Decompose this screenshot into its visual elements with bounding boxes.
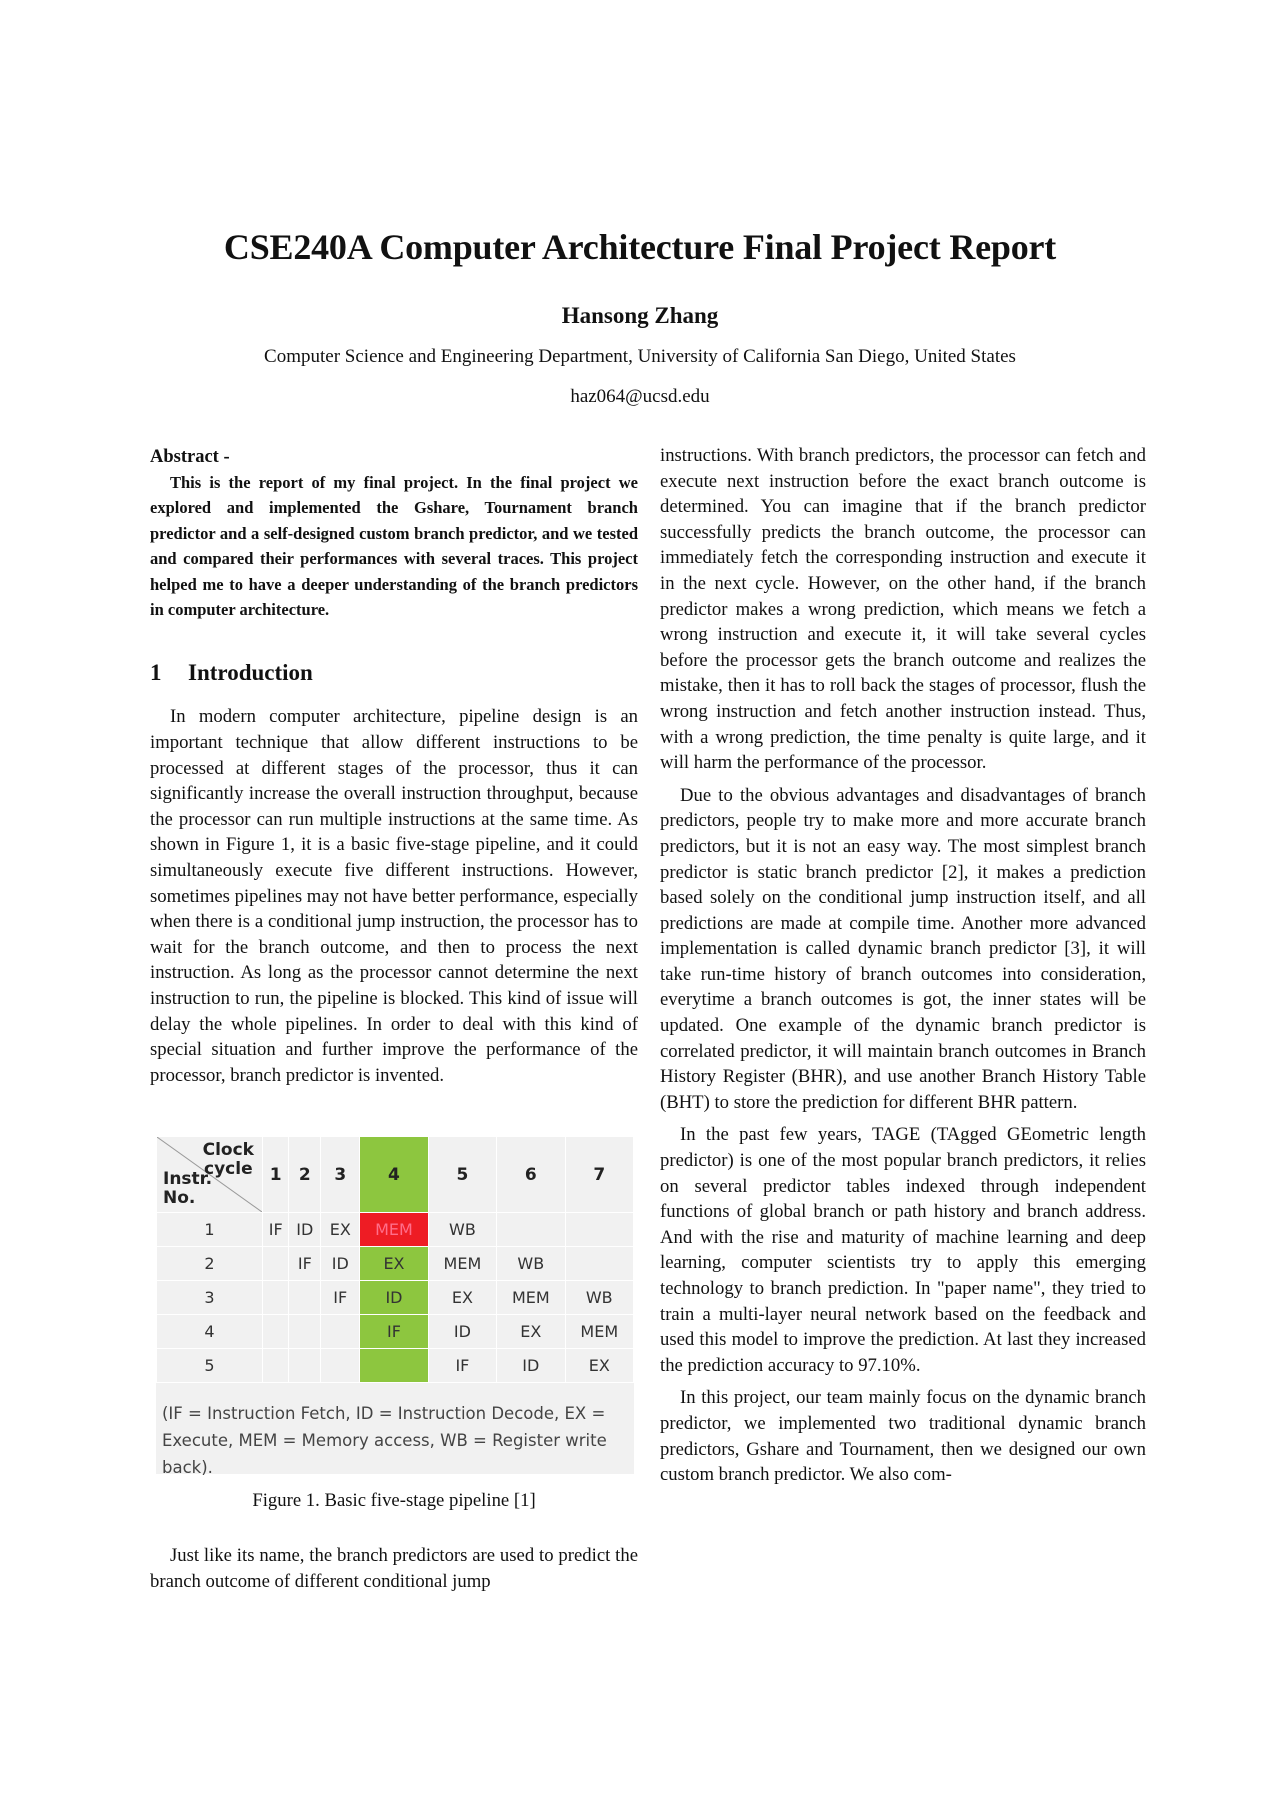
intro-paragraph-1: In modern computer architecture, pipeline design is an important technique that allow different instructions to be processed at different stages of the processor, thus it can significantly increase the overall instruction throughput, because the processor can run multiple instructions at the same time. As shown in Figure 1, it is a basic five-stage pipeline, and it could simultaneously execute five different instructions. However, sometimes pipelines may not have better performance, especially when there is a conditional jump instruction, the processor has to wait for the branch outcome, and then to process the next instruction. As long as the processor cannot determine the next instruction to run, the pipeline is blocked. This kind of issue will delay the whole pipelines. In order to deal with this kind of special situation and further improve the performance of the processor, branch predictor is invented. xyxy=(150,706,638,1086)
abstract-heading: Abstract - xyxy=(150,447,230,467)
stage-cell: MEM xyxy=(497,1281,565,1315)
stage-cell: EX xyxy=(497,1315,565,1349)
stage-cell: IF xyxy=(321,1281,360,1315)
instr-number: 4 xyxy=(157,1315,263,1349)
stage-cell: EX xyxy=(565,1349,633,1383)
instr-number: 5 xyxy=(157,1349,263,1383)
left-column xyxy=(150,445,638,1088)
paper-title: CSE240A Computer Architecture Final Project Report xyxy=(223,227,1057,267)
stage-cell: EX xyxy=(321,1213,360,1247)
stage-cell-highlighted xyxy=(360,1349,428,1383)
stage-cell xyxy=(263,1247,289,1281)
author-email: haz064@ucsd.edu xyxy=(570,386,710,407)
stage-cell xyxy=(263,1315,289,1349)
stage-cell xyxy=(565,1247,633,1281)
right-paragraph-2: Due to the obvious advantages and disadvantages of branch predictors, people try to make more and more accurate branch predictors, but it is not an easy way. The most simplest branch predictor is static branch predictor [2], it makes a prediction based solely on the conditional jump instruction itself, and all predictions are made at compile time. Another more advanced implementation is called dynamic branch predictor [3], it will take run-time history of branch outcomes into consideration, everytime a branch outcomes is got, the inner states will be updated. One example of the dynamic branch predictor is correlated predictor, it will maintain branch outcomes in Branch History Register (BHR), and use another Branch History Table (BHT) to store the prediction for different BHR pattern. xyxy=(660,784,1146,1113)
table-row xyxy=(157,1315,634,1349)
stage-cell: ID xyxy=(289,1213,321,1247)
stage-cell xyxy=(289,1281,321,1315)
stage-cell-highlighted: ID xyxy=(360,1281,428,1315)
stage-cell: WB xyxy=(497,1247,565,1281)
cycle-header: 1 xyxy=(263,1137,289,1213)
affiliation: Computer Science and Engineering Department, University of California San Diego, United States xyxy=(264,346,1016,367)
stage-cell: ID xyxy=(497,1349,565,1383)
table-row xyxy=(157,1213,634,1247)
clock-cycle-label: Clock cycle xyxy=(202,1140,254,1179)
cycle-header: 7 xyxy=(565,1137,633,1213)
stage-cell-highlighted: EX xyxy=(360,1247,428,1281)
stage-cell xyxy=(565,1213,633,1247)
stage-cell: MEM xyxy=(428,1247,496,1281)
stage-cell: ID xyxy=(321,1247,360,1281)
section-heading xyxy=(150,660,638,686)
instr-number: 1 xyxy=(157,1213,263,1247)
stage-cell xyxy=(321,1315,360,1349)
table-header-row xyxy=(157,1137,634,1213)
right-paragraph-4: In this project, our team mainly focus on the dynamic branch predictor, we implemented two traditional dynamic branch predictors, Gshare and Tournament, then we designed our own custom branch predictor. We also com- xyxy=(660,1387,1146,1486)
instr-no-label: Instr. No. xyxy=(163,1169,213,1208)
cycle-header: 5 xyxy=(428,1137,496,1213)
cycle-header: 2 xyxy=(289,1137,321,1213)
stage-cell xyxy=(263,1349,289,1383)
cycle-header-highlighted: 4 xyxy=(360,1137,428,1213)
stage-cell: IF xyxy=(289,1247,321,1281)
instr-number: 2 xyxy=(157,1247,263,1281)
pipeline-table xyxy=(156,1136,634,1383)
right-column xyxy=(660,443,1146,1488)
stage-cell: WB xyxy=(428,1213,496,1247)
table-corner-cell xyxy=(157,1137,263,1213)
table-row xyxy=(157,1281,634,1315)
table-row xyxy=(157,1247,634,1281)
stage-cell: WB xyxy=(565,1281,633,1315)
stage-cell xyxy=(263,1281,289,1315)
right-paragraph-3: In the past few years, TAGE (TAgged GEometric length predictor) is one of the most popular branch predictors, it relies on several predictor tables indexed through independent functions of global branch or path history and branch address. And with the rise and maturity of machine learning and deep learning, computer scientists try to apply this emerging technology to branch prediction. In "paper name", they tried to train a multi-layer neural network based on the feedback and used this model to improve the prediction. At last they increased the prediction accuracy to 97.10%. xyxy=(660,1124,1146,1376)
section-number: 1 xyxy=(150,660,162,686)
intro-paragraph-2: Just like its name, the branch predictors are used to predict the branch outcome of different conditional jump xyxy=(150,1545,638,1592)
stage-cell-stall: MEM xyxy=(360,1213,428,1247)
cycle-header: 6 xyxy=(497,1137,565,1213)
stage-cell: IF xyxy=(263,1213,289,1247)
figure-caption: Figure 1. Basic five-stage pipeline [1] xyxy=(252,1490,536,1511)
author-name: Hansong Zhang xyxy=(561,303,719,328)
stage-cell xyxy=(497,1213,565,1247)
cycle-header: 3 xyxy=(321,1137,360,1213)
figure-legend-note: (IF = Instruction Fetch, ID = Instruction Decode, EX = Execute, MEM = Memory access, WB = Register write back). xyxy=(162,1404,607,1477)
instr-number: 3 xyxy=(157,1281,263,1315)
stage-cell: IF xyxy=(428,1349,496,1383)
abstract-text: This is the report of my final project. In the final project we explored and implemented the Gshare, Tournament branch predictor and a self-designed custom branch predictor, and we tested and compared their performances with several traces. This project helped me to have a deeper understanding of the branch predictors in computer architecture. xyxy=(150,473,638,620)
stage-cell xyxy=(321,1349,360,1383)
stage-cell xyxy=(289,1349,321,1383)
stage-cell: MEM xyxy=(565,1315,633,1349)
right-paragraph-1: instructions. With branch predictors, the processor can fetch and execute next instruction before the exact branch outcome is determined. You can imagine that if the branch predictor successfully predicts the branch outcome, the processor can immediately fetch the corresponding instruction and execute it in the next cycle. However, on the other hand, if the branch predictor makes a wrong prediction, which means we fetch a wrong instruction and execute it, it will take several cycles before the processor gets the branch outcome and realizes the mistake, then it has to roll back the stages of processor, flush the wrong instruction and fetch another instruction instead. Thus, with a wrong prediction, the time penalty is quite large, and it will harm the performance of the processor. xyxy=(660,445,1146,774)
left-column-continued xyxy=(150,1543,638,1594)
stage-cell-highlighted: IF xyxy=(360,1315,428,1349)
stage-cell: EX xyxy=(428,1281,496,1315)
table-row xyxy=(157,1349,634,1383)
stage-cell: ID xyxy=(428,1315,496,1349)
figure-pipeline xyxy=(156,1136,634,1477)
section-title: Introduction xyxy=(188,660,313,686)
stage-cell xyxy=(289,1315,321,1349)
